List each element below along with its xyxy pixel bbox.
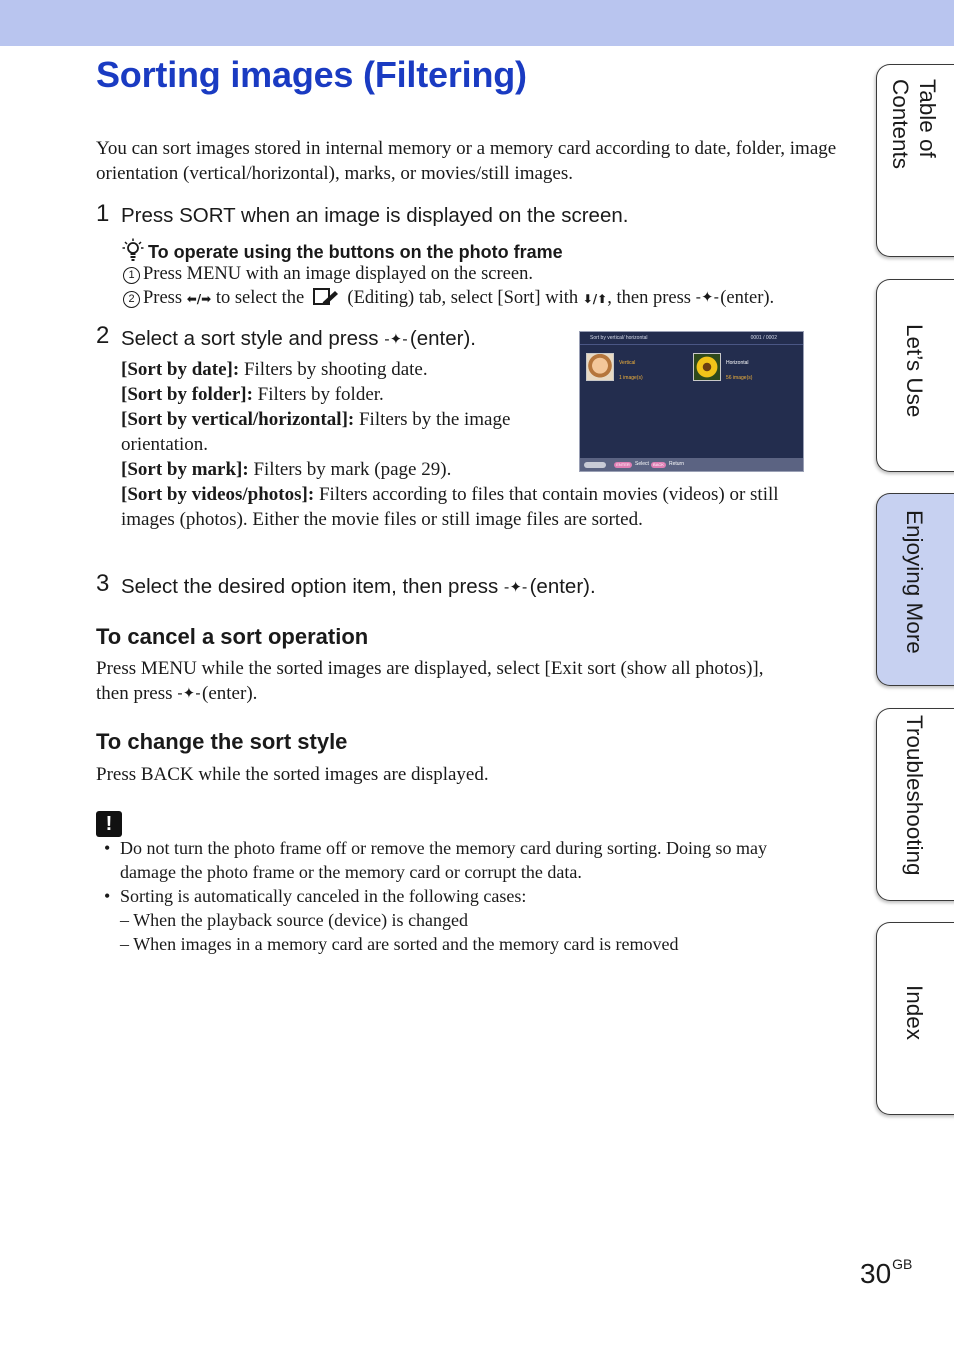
sort-item [121, 382, 561, 407]
note-list [104, 836, 824, 956]
cancel-paragraph [96, 656, 836, 706]
cancel-text-b: then press [96, 683, 173, 704]
select-hint: Select [635, 461, 649, 467]
sort-item-desc: Filters by mark (page 29). [248, 459, 452, 480]
tab-label: Index [902, 985, 927, 1041]
substep-text: (enter). [720, 288, 775, 308]
note-bullet-text: Sorting is automatically canceled in the following cases: [120, 886, 527, 906]
step-3-text-b: (enter). [529, 575, 596, 598]
substep-text: Press [143, 288, 183, 308]
step-2-text-b: (enter). [409, 327, 476, 350]
vertical-label: Vertical [619, 360, 636, 366]
sort-style-list [121, 357, 821, 532]
horizontal-count: 56 image(s) [726, 375, 753, 381]
tab-label: Let’s Use [902, 324, 927, 418]
tab-label: Troubleshooting [902, 715, 927, 876]
step-3-text-a: Select the desired option item, then press [121, 575, 499, 598]
sort-item-desc: Filters by shooting date. [239, 359, 428, 380]
header-band [0, 0, 954, 46]
step-3-number: 3 [96, 570, 110, 597]
tab-lets-use[interactable] [876, 279, 954, 472]
step-2-text [121, 327, 476, 351]
sort-item-label: [Sort by date]: [121, 359, 240, 380]
vertical-count: 1 image(s) [619, 375, 643, 381]
note-dash-text: When the playback source (device) is changed [133, 910, 469, 930]
tab-enjoying-more[interactable] [876, 493, 954, 686]
dash-mark: – [120, 934, 129, 954]
step-1-text: Press SORT when an image is displayed on the screen. [121, 204, 629, 227]
substep-text: (Editing) tab, select [Sort] with [347, 288, 579, 308]
sort-item-desc: Filters according to files that contain movies (videos) or still images (photos). Either the movie files or still image files are sorted. [121, 484, 779, 530]
hint-title-text: To operate using the buttons on the photo frame [148, 242, 563, 262]
sort-item-label: [Sort by mark]: [121, 459, 249, 480]
note-dash-text: When images in a memory card are sorted and the memory card is removed [133, 934, 679, 954]
cancel-heading: To cancel a sort operation [96, 624, 369, 649]
return-hint: Return [669, 461, 685, 467]
caution-note-icon: ! [96, 811, 122, 837]
enter-icon: -✦- [695, 288, 720, 306]
circled-number: 1 [123, 267, 140, 284]
note-dash-item [104, 932, 824, 956]
sort-item-desc: Filters by folder. [252, 384, 384, 405]
note-bullet [104, 836, 824, 884]
note-dash-item [104, 908, 824, 932]
circled-number: 2 [123, 291, 140, 308]
page-number-value: 30 [860, 1258, 892, 1289]
cancel-text-c: (enter). [202, 683, 258, 704]
page-number [860, 1256, 912, 1290]
sort-item [121, 457, 561, 482]
sort-item-label: [Sort by vertical/horizontal]: [121, 409, 355, 430]
tab-troubleshooting[interactable] [876, 708, 954, 901]
sort-item-label: [Sort by videos/photos]: [121, 484, 315, 505]
horizontal-label: Horizontal [726, 360, 749, 366]
step-2-number: 2 [96, 322, 110, 349]
step-1-number: 1 [96, 200, 110, 227]
tab-label: Enjoying More [902, 510, 927, 654]
hint-substep-2 [123, 288, 774, 312]
note-bullet [104, 884, 824, 908]
lightbulb-hint-icon [122, 238, 144, 267]
bullet-mark: • [104, 838, 111, 858]
step-2-text-a: Select a sort style and press [121, 327, 379, 350]
intro-paragraph: You can sort images stored in internal memory or a memory card according to date, folder, image orientation (vertical/horizontal), marks, or movies/still images. [96, 138, 837, 184]
enter-key-badge: ENTER [614, 462, 632, 468]
step-3-text [121, 575, 596, 599]
enter-icon: -✦- [384, 330, 408, 348]
note-bullet-text: Do not turn the photo frame off or remove the memory card during sorting. Doing so may damage the photo frame or the memory card or corrupt the data. [120, 838, 768, 882]
left-right-arrows-icon: ⬅/➡ [186, 292, 212, 306]
bullet-mark: • [104, 886, 111, 906]
tab-index[interactable] [876, 922, 954, 1115]
enter-icon: -✦- [503, 578, 528, 596]
dash-mark: – [120, 910, 129, 930]
sort-item-desc: Filters by the image orientation. [121, 409, 511, 455]
change-paragraph: Press BACK while the sorted images are displayed. [96, 764, 489, 785]
substep-text: , then press [607, 288, 691, 308]
down-up-arrows-icon: ⬇/⬆ [582, 292, 608, 306]
edit-tab-icon [313, 288, 339, 312]
screen-title: Sort by vertical/ horizontal [590, 335, 648, 341]
hint-substep-1-text: Press MENU with an image displayed on the screen. [143, 264, 533, 284]
page-number-suffix: GB [892, 1256, 913, 1272]
enter-icon: -✦- [177, 684, 201, 702]
hint-heading [122, 238, 563, 267]
hint-substep-1 [123, 264, 533, 285]
tab-table-of-contents[interactable] [876, 64, 954, 257]
page-title: Sorting images (Filtering) [96, 54, 527, 95]
screen-count: 0001 / 0002 [750, 335, 777, 341]
sort-item-label: [Sort by folder]: [121, 384, 253, 405]
substep-text: to select the [215, 288, 305, 308]
back-key-badge: BACK [651, 462, 666, 468]
change-heading: To change the sort style [96, 729, 348, 754]
sort-item [121, 482, 821, 532]
cancel-text-a: Press MENU while the sorted images are displayed, select [Exit sort (show all photos)], [96, 658, 764, 679]
tab-label: Table of Contents [888, 79, 940, 170]
sort-item [121, 407, 561, 457]
sort-item [121, 357, 561, 382]
